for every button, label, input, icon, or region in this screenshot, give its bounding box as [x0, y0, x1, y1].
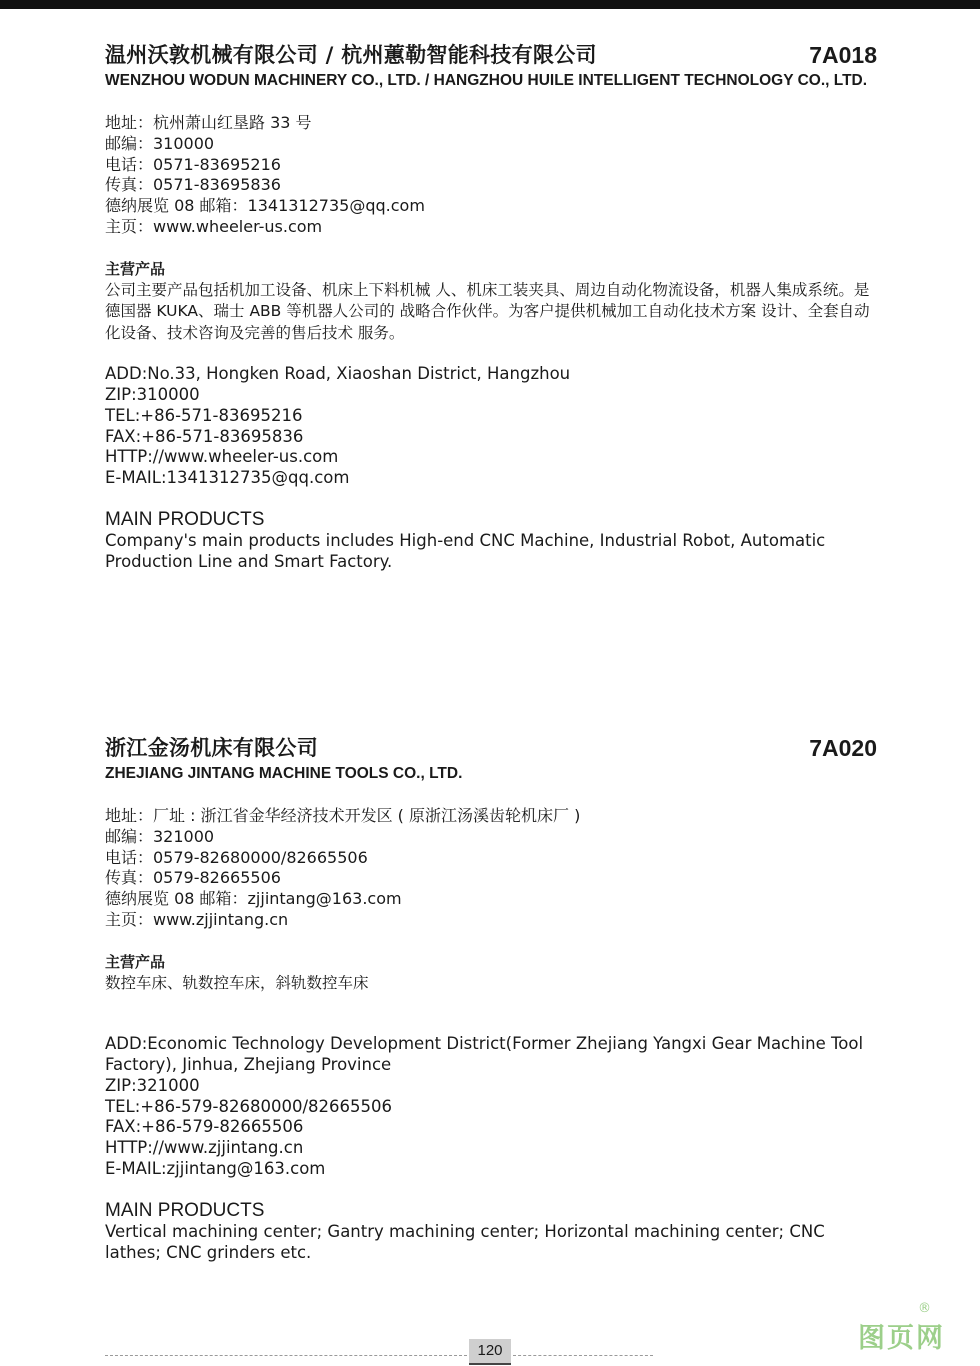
products-text-cn: 数控车床、轨数控车床，斜轨数控车床	[105, 973, 369, 992]
company-name-en: WENZHOU WODUN MACHINERY CO., LTD. / HANGZHOU HUILE INTELLIGENT TECHNOLOGY CO., LTD.	[105, 72, 868, 89]
address-cn: 地址：杭州萧山红垦路 33 号	[105, 113, 312, 132]
address-en: ADD:No.33, Hongken Road, Xiaoshan District, Hangzhou	[105, 364, 571, 384]
contact-en	[105, 1034, 877, 1180]
booth-number: 7A020	[809, 735, 877, 761]
title-row	[105, 733, 877, 763]
zip-en: ZIP:310000	[105, 385, 200, 405]
booth-number: 7A018	[809, 42, 877, 68]
products-text-en: Vertical machining center; Gantry machining center; Horizontal machining center; CNC lathes; CNC grinders etc.	[105, 1221, 825, 1262]
email-cn: 德纳展览 08 邮箱：zjjintang@163.com	[105, 889, 402, 909]
homepage-cn: 主页：www.zjjintang.cn	[105, 909, 289, 929]
tel-en: TEL:+86-579-82680000/82665506	[105, 1096, 393, 1116]
products-heading-cn: 主营产品	[105, 259, 166, 278]
phone-cn: 电话：0579-82680000/82665506	[105, 847, 368, 867]
products-heading-en: MAIN PRODUCTS	[105, 509, 265, 531]
company-entry	[105, 733, 877, 1263]
email-cn: 德纳展览 08 邮箱：1341312735@qq.com	[105, 196, 425, 216]
company-entry	[105, 40, 877, 573]
products-text-cn: 公司主要产品包括机加工设备、机床上下料机械 人、机床工装夹具、周边自动化物流设备，机器人集成系统。是德国器 KUKA、瑞士 ABB 等机器人公司的 战略合作伙伴。为客户提供机械加工自动化技术方案 设计、全套自动化设备、技术咨询及完善的售后技术 服务。	[105, 280, 870, 342]
phone-cn: 电话：0571-83695216	[105, 154, 281, 174]
homepage-cn: 主页：www.wheeler-us.com	[105, 216, 323, 236]
email-en: E-MAIL:1341312735@qq.com	[105, 468, 350, 488]
top-bar	[0, 0, 980, 9]
products-heading-en: MAIN PRODUCTS	[105, 1199, 265, 1221]
zip-cn: 邮编：310000	[105, 133, 215, 153]
registered-mark: ®	[918, 1301, 931, 1316]
fax-en: FAX:+86-571-83695836	[105, 426, 304, 446]
footer-rule-right	[513, 1355, 653, 1356]
contact-en	[105, 364, 877, 489]
company-name-cn: 浙江金汤机床有限公司	[105, 736, 318, 760]
company-name-en: ZHEJIANG JINTANG MACHINE TOOLS CO., LTD.	[105, 765, 463, 782]
email-en: E-MAIL:zjjintang@163.com	[105, 1159, 326, 1179]
page-footer	[0, 1335, 980, 1366]
zip-en: ZIP:321000	[105, 1075, 200, 1095]
title-row	[105, 40, 877, 70]
contact-cn	[105, 113, 877, 238]
address-cn: 地址：厂址 : 浙江省金华经济技术开发区 ( 原浙江汤溪齿轮机床厂 )	[105, 806, 581, 825]
address-en: ADD:Economic Technology Development District(Former Zhejiang Yangxi Gear Machine Tool Factory), Jinhua, Zhejiang Province	[105, 1034, 864, 1075]
footer-rule-left	[105, 1355, 467, 1356]
contact-cn	[105, 806, 877, 931]
products-text-en: Company's main products includes High-end CNC Machine, Industrial Robot, Automatic Production Line and Smart Factory.	[105, 531, 826, 571]
page-number: 120	[469, 1339, 511, 1365]
fax-cn: 传真：0571-83695836	[105, 175, 281, 195]
fax-en: FAX:+86-579-82665506	[105, 1117, 304, 1137]
company-name-cn: 温州沃敦机械有限公司 / 杭州蕙勒智能科技有限公司	[105, 43, 597, 67]
products-heading-cn: 主营产品	[105, 952, 166, 971]
fax-cn: 传真：0579-82665506	[105, 868, 281, 888]
website-en: HTTP://www.zjjintang.cn	[105, 1138, 304, 1158]
watermark-logo: 图页网	[858, 1323, 945, 1354]
zip-cn: 邮编：321000	[105, 826, 215, 846]
tel-en: TEL:+86-571-83695216	[105, 405, 303, 425]
website-en: HTTP://www.wheeler-us.com	[105, 447, 339, 467]
